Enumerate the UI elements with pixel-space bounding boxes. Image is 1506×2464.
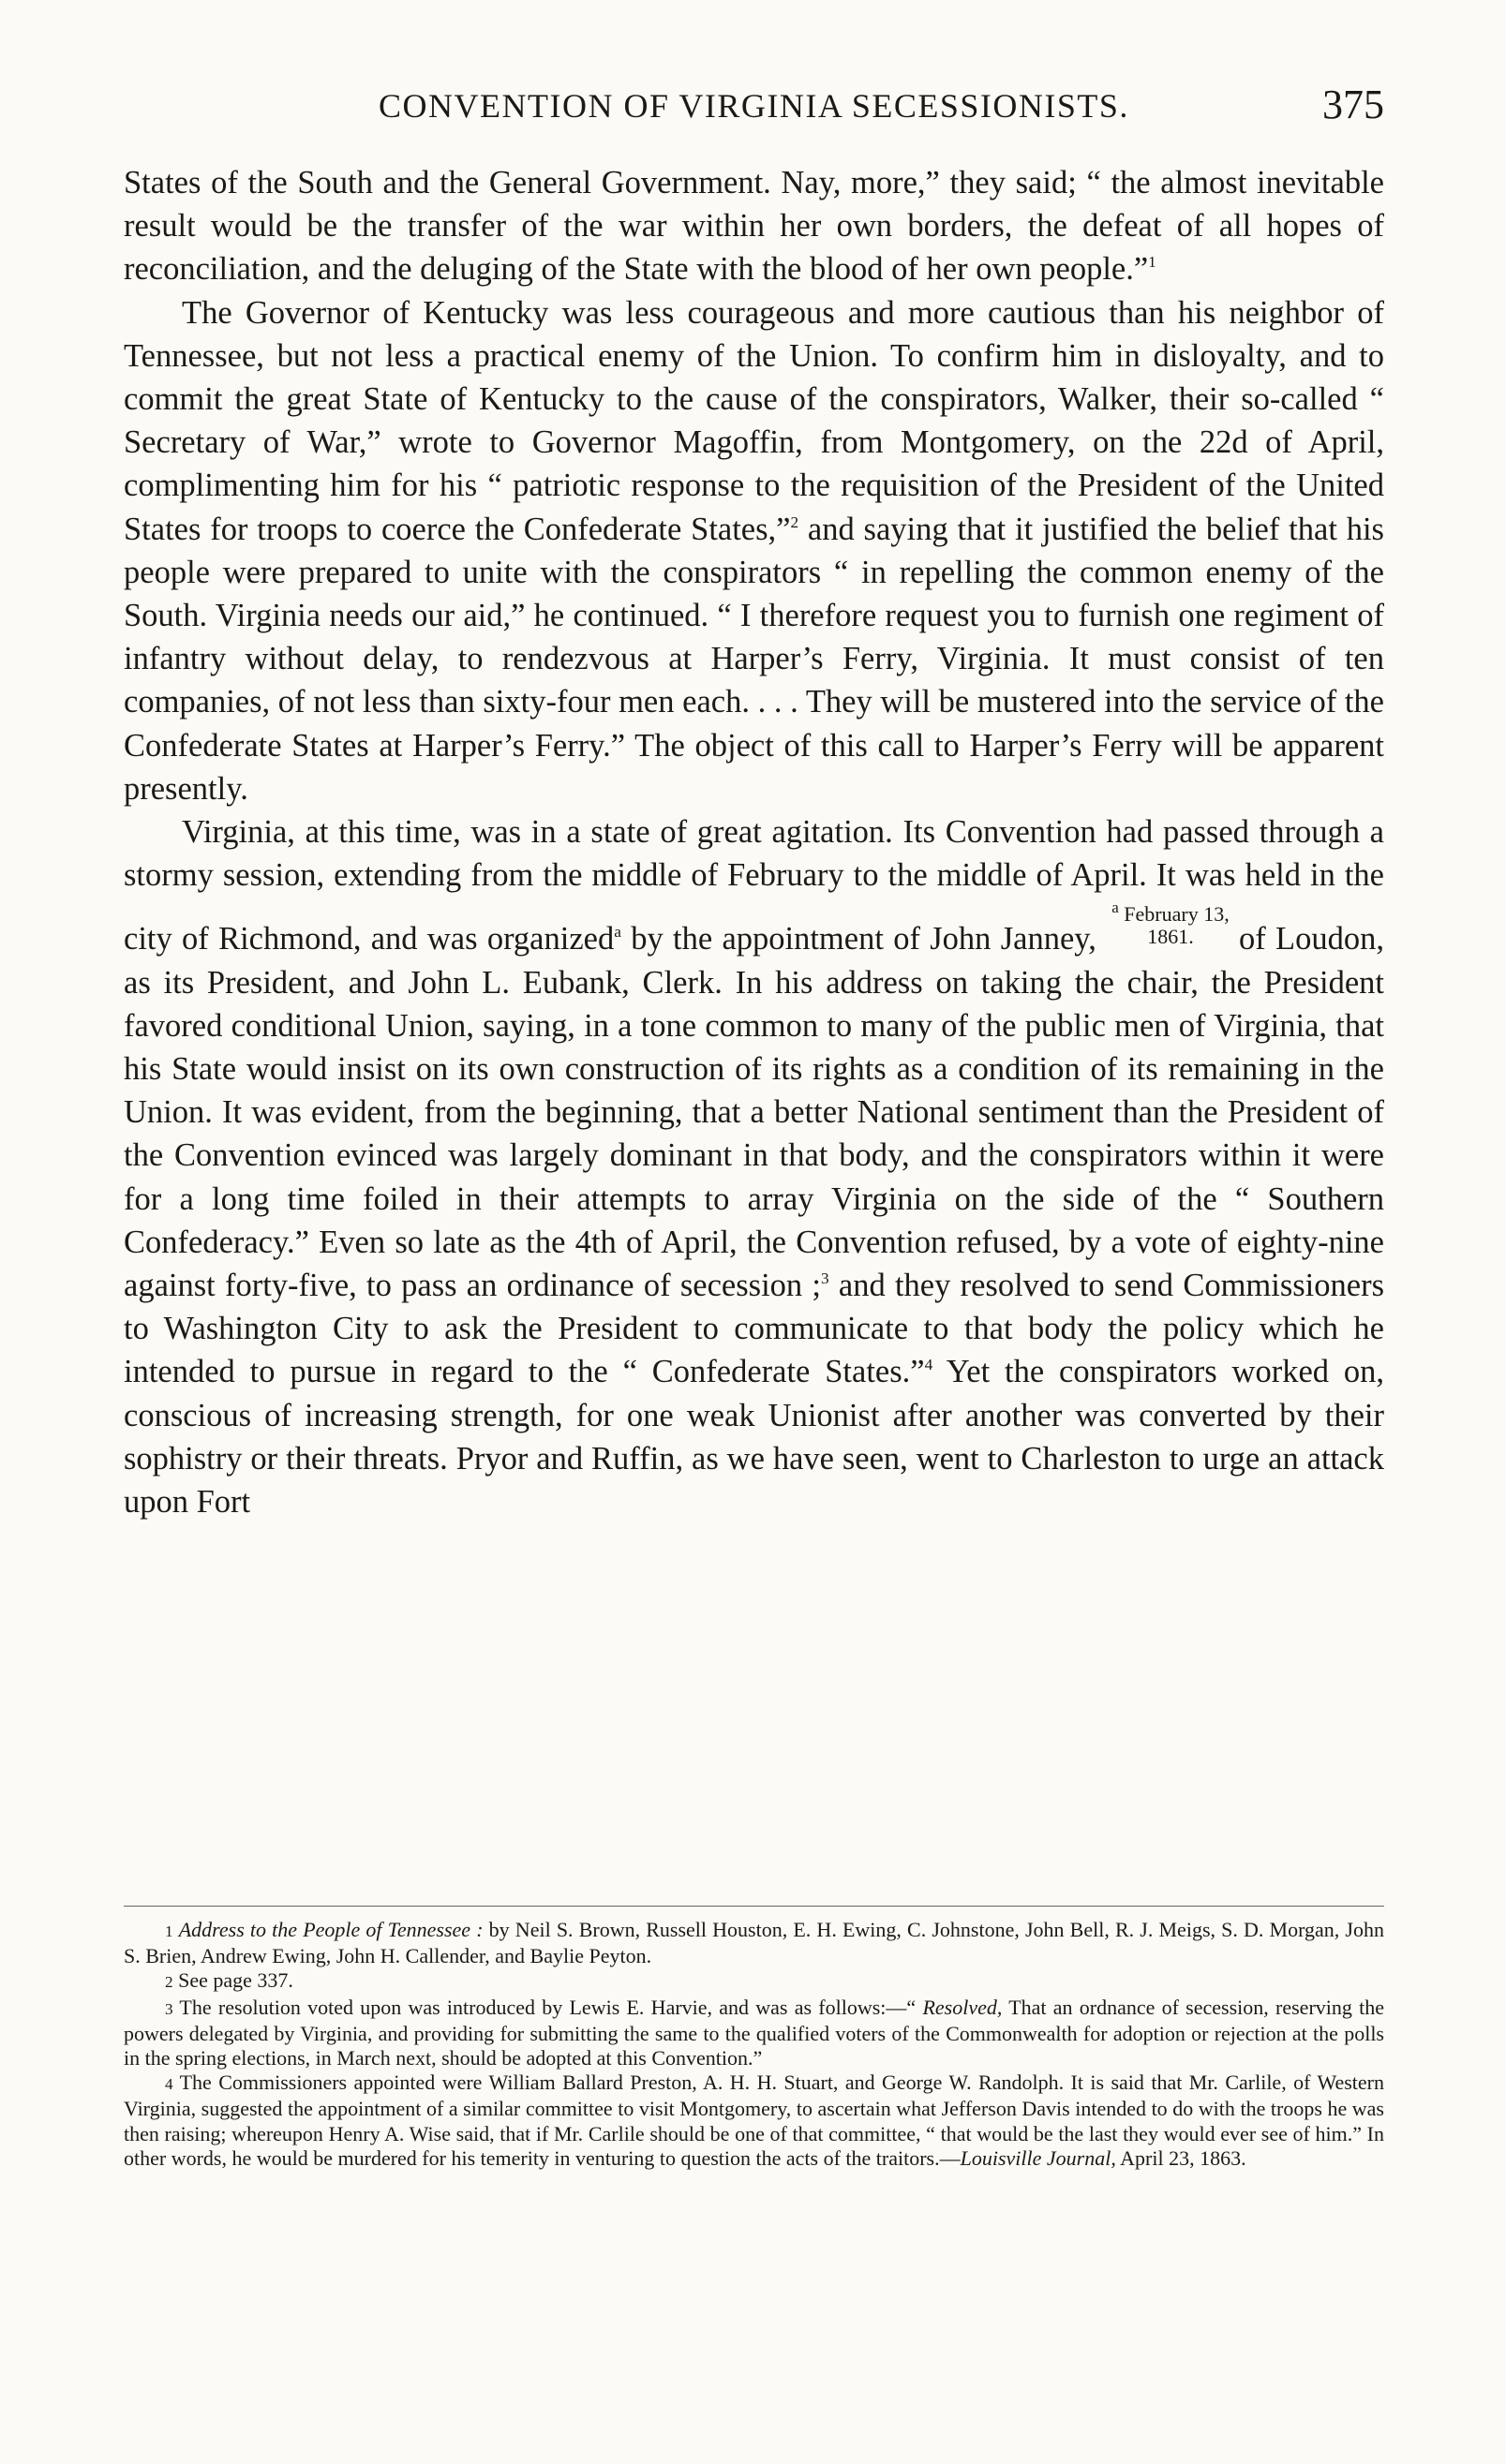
footnote-1	[124, 1918, 1384, 1968]
footnote-4-date: April 23, 1863.	[1115, 2145, 1246, 2170]
footnotes	[124, 1918, 1384, 2171]
footnote-separator	[124, 1906, 1384, 1907]
footnote-1-number: 1	[165, 1922, 173, 1940]
footnote-3-text-b: That an ordnance of secession, reserving the powers delegated by Virginia, and providing for submitting the same to the qualified voters of the Commonwealth for adoption or rejection at the polls in the spring elections, in March next, should be adopted at this Convention.”	[124, 1995, 1384, 2071]
marginal-note-letter: a	[1111, 898, 1119, 917]
footnote-3-resolved: Resolved,	[922, 1995, 1003, 2019]
page-number: 375	[1322, 82, 1384, 127]
marginal-note-year: 1861.	[1147, 925, 1194, 949]
footnote-ref-3: 3	[821, 1269, 829, 1288]
footnote-2-number: 2	[165, 1973, 173, 1992]
footnote-2	[124, 1968, 1384, 1995]
footnote-3-text-a: The resolution voted upon was introduced by Lewis E. Harvie, and was as follows:—“	[172, 1995, 923, 2019]
paragraph-1	[124, 161, 1384, 291]
footnote-4-source: Louisville Journal,	[960, 2145, 1116, 2170]
marginal-date-note	[1111, 897, 1229, 948]
running-head-title: CONVENTION OF VIRGINIA SECESSIONISTS.	[379, 87, 1129, 125]
paragraph-3-text-e: Yet the conspirators worked on, conscious of increasing strength, for one weak Unionist after another was converted by their sophistry or their threats. Pryor and Ruffin, as we have seen, went to Charleston to urge an attack upon Fort	[124, 1354, 1385, 1521]
footnote-1-text: by Neil S. Brown, Russell Houston, E. H. Ewing, C. Johnstone, John Bell, R. J. Meigs, S. D. Morgan, John S. Brien, Andrew Ewing, John H. Callender, and Baylie Peyton.	[124, 1918, 1384, 1968]
footnote-3-number: 3	[165, 1999, 173, 2018]
marginal-note-date: February 13,	[1124, 902, 1230, 927]
footnote-4-number: 4	[165, 2075, 173, 2094]
running-head	[124, 81, 1384, 127]
paragraph-2	[124, 291, 1384, 810]
paragraph-3-text-c: of Loudon, as its President, and John L. Eubank, Clerk. In his address on taking the chair, the President favored conditional Union, saying, in a tone common to many of the public men of Virginia, that his State would insist on its own construction of its rights as a condition of its remaining in the Union. It was evident, from the beginning, that a better National sentiment than the President of the Convention evinced was largely dominant in that body, and the conspirators within it were for a long time foiled in their attempts to array Virginia on the side of the “ Southern Confederacy.” Even so late as the 4th of April, the Convention refused, by a vote of eighty-nine against forty-five, to pass an ordinance of secession ;	[124, 921, 1385, 1304]
footnote-ref-1: 1	[1148, 253, 1156, 272]
paragraph-2-text-b: and saying that it justified the belief that his people were prepared to unite with the conspirators “ in repelling the common enemy of the South. Virginia needs our aid,” he continued. “ I therefore request you to furnish one regiment of infantry without delay, to rendezvous at Harper’s Ferry, Virginia. It must consist of ten companies, of not less than sixty-four men each. . . . They will be mustered into the service of the Confederate States at Harper’s Ferry.” The object of this call to Harper’s Ferry will be apparent presently.	[124, 511, 1384, 807]
paragraph-3-text-b: by the appointment of John Janney,	[620, 921, 1107, 957]
footnote-ref-4: 4	[924, 1356, 933, 1374]
paragraph-3-text-d: and they resolved to send Commissioners to Washington City to ask the President to communicate to that body the policy which he intended to pursue in regard to the “ Confederate States.”	[124, 1268, 1384, 1390]
footnote-3	[124, 1996, 1384, 2071]
footnote-4	[124, 2071, 1384, 2171]
paragraph-3-text-a: Virginia, at this time, was in a state of great agitation. Its Convention had passed through a stormy session, extending from the middle of February to the middle of April. It was held in the city of Richmond, and was organized	[124, 814, 1384, 957]
footnote-1-title: Address to the People of Tennessee :	[178, 1918, 484, 1941]
paragraph-3	[124, 810, 1384, 1523]
footnote-ref-2: 2	[790, 512, 799, 531]
main-text	[124, 161, 1384, 1523]
paragraph-1-text: States of the South and the General Government. Nay, more,” they said; “ the almost inevitable result would be the transfer of the war within her own borders, the defeat of all hopes of reconciliation, and the deluging of the State with the blood of her own people.”	[124, 165, 1384, 288]
footnote-2-text: See page 337.	[172, 1968, 293, 1993]
marginal-ref-a: a	[614, 923, 621, 942]
paragraph-2-text-a: The Governor of Kentucky was less courageous and more cautious than his neighbor of Tennessee, but not less a practical enemy of the Union. To confirm him in disloyalty, and to commit the great State of Kentucky to the cause of the conspirators, Walker, their so-called “ Secretary of War,” wrote to Governor Magoffin, from Montgomery, on the 22d of April, complimenting him for his “ patriotic response to the requisition of the President of the United States for troops to coerce the Confederate States,”	[124, 294, 1384, 547]
footnote-4-text: The Commissioners appointed were William Ballard Preston, A. H. H. Stuart, and George W. Randolph. It is said that Mr. Carlile, of Western Virginia, suggested the appointment of a similar committee to visit Montgomery, to ascertain what Jefferson Davis intended to do with the troops he was then raising; whereupon Henry A. Wise said, that if Mr. Carlile should be one of that committee, “ that would be the last they would ever see of him.” In other words, he would be murdered for his temerity in venturing to question the acts of the traitors.—	[124, 2071, 1384, 2170]
